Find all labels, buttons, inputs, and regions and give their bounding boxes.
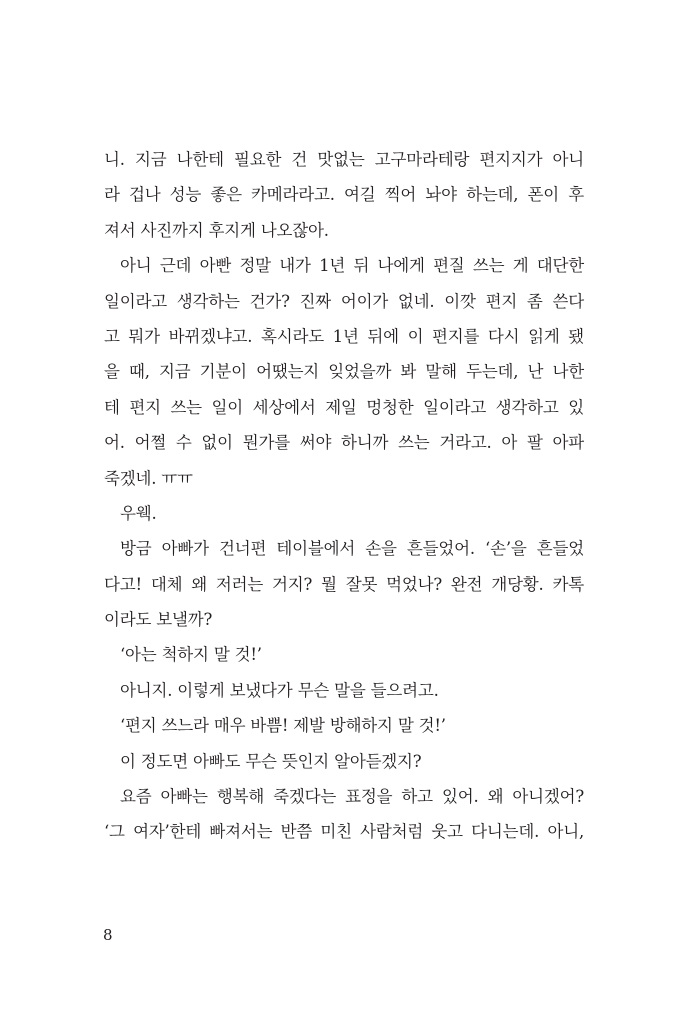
text-line: 요즘 아빠는 행복해 죽겠다는 표정을 하고 있어. 왜 아니겠어? bbox=[120, 787, 584, 807]
text-line: 고 뭐가 바뀌겠냐고. 혹시라도 1년 뒤에 이 편지를 다시 읽게 됐 bbox=[104, 326, 584, 346]
text-line: 우웩. bbox=[120, 503, 157, 523]
text-line: 테 편지 쓰는 일이 세상에서 제일 멍청한 일이라고 생각하고 있 bbox=[104, 397, 584, 417]
text-line: 이 정도면 아빠도 무슨 뜻인지 알아듣겠지? bbox=[120, 751, 422, 771]
text-line: 방금 아빠가 건너편 테이블에서 손을 흔들었어. ‘손’을 흔들었 bbox=[120, 539, 584, 559]
text-line: 다고! 대체 왜 저러는 거지? 뭘 잘못 먹었나? 완전 개당황. 카톡 bbox=[104, 574, 584, 594]
text-line: 니. 지금 나한테 필요한 건 맛없는 고구마라테랑 편지지가 아니 bbox=[104, 150, 584, 169]
text-line: 아니지. 이렇게 보냈다가 무슨 말을 들으려고. bbox=[120, 680, 439, 700]
text-line: 아니 근데 아빤 정말 내가 1년 뒤 나에게 편질 쓰는 게 대단한 bbox=[120, 256, 584, 276]
text-line: ‘아는 척하지 말 것!’ bbox=[120, 645, 262, 665]
body-text bbox=[104, 142, 584, 850]
text-line: ‘그 여자’한테 빠져서는 반쯤 미친 사람처럼 웃고 다니는데. 아니, bbox=[104, 822, 584, 842]
text-line: 일이라고 생각하는 건가? 진짜 어이가 없네. 이깟 편지 좀 쓴다 bbox=[104, 291, 584, 311]
text-line: 을 때, 지금 기분이 어땠는지 잊었을까 봐 말해 두는데, 난 나한 bbox=[104, 362, 584, 382]
text-line: 어. 어쩔 수 없이 뭔가를 써야 하니까 쓰는 거라고. 아 팔 아파 bbox=[104, 433, 584, 453]
text-line: 라 겁나 성능 좋은 카메라라고. 여길 찍어 놔야 하는데, 폰이 후 bbox=[104, 185, 584, 205]
page-number: 8 bbox=[103, 926, 113, 944]
text-line: 져서 사진까지 후지게 나오잖아. bbox=[104, 220, 329, 240]
text-line: 이라도 보낼까? bbox=[104, 610, 213, 630]
text-line: 죽겠네. ㅠㅠ bbox=[104, 468, 193, 488]
text-line: ‘편지 쓰느라 매우 바쁨! 제발 방해하지 말 것!’ bbox=[120, 716, 446, 736]
